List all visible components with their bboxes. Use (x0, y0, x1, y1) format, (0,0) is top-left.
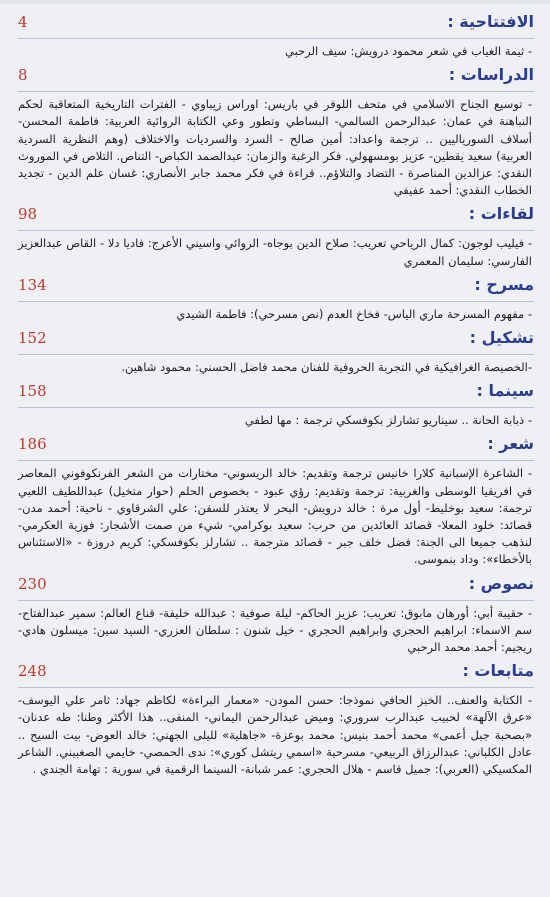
section-page-number: 4 (18, 13, 28, 31)
section-page-number: 98 (18, 205, 38, 224)
section-texts (18, 574, 534, 657)
section-title: الافتتاحية : (447, 12, 534, 31)
section-entries: -الخصيصة الغرافيكية في التجربة الحروفية للفنان محمد فاضل الحسني: محمود شاهين. (121, 360, 532, 375)
section-entries: - الشاعرة الإسبانية كلارا خانيس ترجمة وتقديم: خالد الريسوني- مختارات من الشعر الفرنكوفوني المعاصر في افريقيا الوسطى والغربية: ترجمة وتقديم: رؤي عبود - بخصوص الحلم (حوار متخيل) عبداللطيف اللعبي ترجمة: سعيد بوخليط- أول مرة : خالد درويش- البحر لا يعتذر للسفن: علي الشرقاوي - ناحية: أحمد مدن- قصائد: خلود المعلا- قصائد العائدين من حرب: سعيد بوكرامي- شيء من صمت الأشجار: فوزية العكرمي- لنذهب جميعا الى الجنة: فضل خلف جبر - قصائد مترجمة .. تشارلز بكوفسكي: كريم دروزة - «الاستئناس بالأخطاء»: وداد بنموسى. (18, 466, 532, 567)
section-title: سينما : (476, 381, 534, 401)
section-header (18, 12, 534, 38)
section-fine-art (18, 328, 534, 376)
section-page-number: 8 (18, 66, 28, 85)
section-rule (18, 600, 534, 601)
section-title: تشكيل : (469, 328, 534, 348)
section-rule (18, 91, 534, 92)
section-title: الدراسات : (448, 65, 534, 85)
section-interviews (18, 204, 534, 269)
section-rule (18, 230, 534, 231)
section-follow-ups (18, 661, 534, 778)
section-page-number: 134 (18, 275, 47, 294)
section-cinema (18, 381, 534, 429)
section-header (18, 328, 534, 354)
section-studies (18, 65, 534, 199)
section-entries: - ثيمة الغياب في شعر محمود درويش: سيف الرحبي (284, 44, 532, 58)
section-entries: - الكتابة والعنف.. الخبز الحافي نموذجا: حسن المودن- «معمار البراءة» لكاظم جهاد: ثامر علي اليوسف- «عرق الآلهة» لحبيب عبدالرب سروري: وميض عبدالرحمن اليماني- المنفى.. هذا الأكثر وطنا: طه عدنان- «بصحبة جبل أعمى» محمد أحمد بنيس: محمد بوعزة- «جاهلية» لليلى الجهني: خالد العوض- بيت السيح .. عادل الكلباني: عبدالرزاق الربيعي- مسرحية «اسمي ريتشل كوري»: ندى الحمصي- خايمي الصغبيني. الشاعر المكسيكي (العربي): جميل قاسم - هلال الحجري: عمر شبانة- السينما الرقمية في سورية : تهامة الجندي . (18, 693, 532, 777)
section-page-number: 248 (18, 662, 47, 681)
section-header (18, 661, 534, 687)
section-page-number: 230 (18, 574, 47, 593)
section-page-number: 152 (18, 329, 47, 348)
section-header (18, 574, 534, 600)
section-title: نصوص : (468, 573, 534, 593)
section-entries: - حقيبة أبي: أورهان مابوق: تعريب: عزيز الحاكم- ليلة صوفية : عبدالله خليفة- قناع العالم: سمير عبدالفتاح- سم الاسماء: ابراهيم الحجري وابراهيم الحجري - خيل شنون : سلطان العزري- السيد سين: ميسلون هادي- ريجيم: أحمد محمد الرحبي (18, 605, 532, 655)
section-header (18, 65, 534, 91)
section-rule (18, 301, 534, 302)
section-theatre (18, 275, 534, 323)
section-entries: - مفهوم المسرحة ماري الياس- فخاخ العدم (نص مسرحي): فاطمة الشيدي (176, 306, 532, 321)
section-entries: - ذبابة الحانة .. سيناريو تشارلز بكوفسكي ترجمة : مها لطفي (244, 413, 532, 428)
section-rule (18, 407, 534, 408)
section-entries: - توسيع الجناح الاسلامي في متحف اللوفر في باريس: اوراس زيباوي - الفترات التاريخية المتعاقبة لحكم النباهنة في عمان: عبدالرحمن السالمي- البساطي وتطور وعي الكتابة الروائية العربية: فاطمة المحسن- أسلاف السورياليين .. ترجمة واعداد: أمين صالح - السرد والسرديات والاختلاف (وهم النظرية السردية العربية) سعيد يقطين- عزيز بومسهولي. فكر الرغبة والزمان: عبدالصمد الكباص- التناص. التلاص في الموروث النقدي: عزالدين المناصرة - التضاد والتلاؤم.. قراءة في فكر محمد جابر الأنصاري: غسان علم الدين - تجديد الخطاب النقدي: أحمد عفيفي (18, 97, 532, 198)
section-header (18, 204, 534, 230)
section-title: شعر : (487, 434, 534, 454)
section-rule (18, 354, 534, 355)
section-title: لقاءات : (468, 204, 534, 224)
section-entries: - فيليب لوجون: كمال الرياحي تعريب: صلاح الدين بوجاه- الروائي واسيني الأعرج: فاديا دلا - القاص عبدالعزيز الفارسي: سليمان المعمري (18, 236, 532, 268)
section-rule (18, 687, 534, 688)
section-rule (18, 38, 534, 39)
section-header (18, 434, 534, 460)
section-page-number: 186 (18, 435, 47, 454)
section-title: مسرح : (474, 274, 534, 294)
section-editorial (18, 12, 534, 60)
section-header (18, 275, 534, 301)
section-title: متابعات : (462, 661, 534, 681)
section-page-number: 158 (18, 382, 47, 401)
section-rule (18, 460, 534, 461)
section-poetry (18, 434, 534, 568)
section-header (18, 381, 534, 407)
